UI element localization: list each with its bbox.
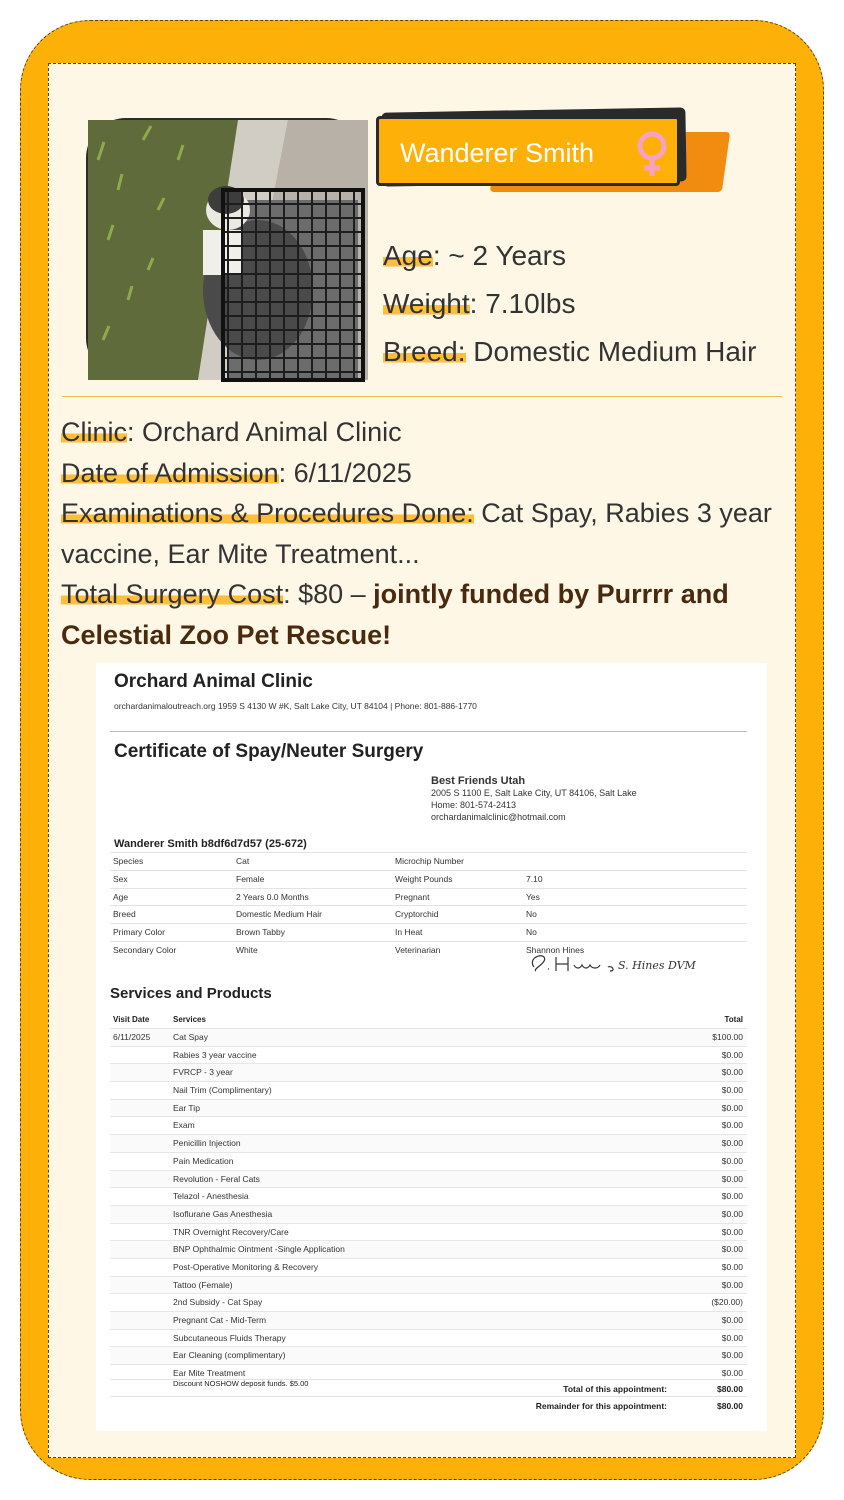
pet-info-cell: Shannon Hines (526, 944, 585, 955)
service-total: $0.00 (721, 1261, 743, 1272)
service-row (110, 1099, 747, 1117)
service-total: $0.00 (721, 1244, 743, 1255)
service-row (110, 1311, 747, 1329)
cert-title: Certificate of Spay/Neuter Surgery (114, 741, 424, 762)
total-row (110, 1379, 747, 1397)
service-total: $100.00 (712, 1032, 743, 1042)
service-row (110, 1134, 747, 1152)
service-name: Exam (173, 1120, 195, 1131)
service-row (110, 1028, 747, 1046)
pet-info-row (110, 905, 747, 923)
vet-signature-text: S. Hines DVM (618, 959, 696, 972)
clinic-value: : Orchard Animal Clinic (127, 417, 402, 447)
service-name: Telazol - Anesthesia (173, 1191, 249, 1202)
breed-label: Breed: (383, 336, 466, 367)
service-total: $0.00 (721, 1155, 743, 1166)
name-banner (376, 102, 732, 198)
service-name: BNP Ophthalmic Ointment -Single Application (173, 1244, 345, 1255)
cost-value: : $80 – (283, 579, 374, 609)
service-total: $0.00 (721, 1315, 743, 1325)
pet-info-cell: 7.10 (526, 873, 543, 884)
pet-info-cell: Domestic Medium Hair (236, 909, 322, 920)
service-name: Post-Operative Monitoring & Recovery (173, 1261, 319, 1272)
pet-info-cell: Microchip Number (395, 856, 464, 866)
remainder-value: $80.00 (717, 1401, 743, 1411)
procedures-value: Cat Spay, Rabies 3 year vaccine, Ear Mite Treatment... (61, 498, 772, 569)
service-row (110, 1205, 747, 1223)
female-symbol-icon (632, 130, 672, 178)
pet-info-cell: Yes (526, 891, 540, 902)
weight-label: Weight (383, 288, 470, 319)
section-divider (62, 396, 782, 397)
pet-info-cell: Age (113, 891, 129, 902)
admission-label: Date of Admission (61, 457, 279, 488)
age-value: : ~ 2 Years (432, 240, 566, 271)
service-total: $0.00 (721, 1049, 743, 1060)
cert-org-block (431, 775, 637, 823)
service-row (110, 1116, 747, 1134)
service-row (110, 1223, 747, 1241)
clinic-line (61, 412, 787, 453)
col-visit-date: Visit Date (113, 1015, 150, 1024)
pet-info-cell: Weight Pounds (395, 873, 453, 884)
admission-value: : 6/11/2025 (278, 457, 412, 488)
services-title: Services and Products (110, 985, 272, 1002)
pet-info-cell: Species (113, 856, 144, 866)
cert-pet-header: Wanderer Smith b8df6d7d57 (25-672) (114, 838, 307, 850)
service-total: $0.00 (721, 1279, 743, 1290)
total-label: Total of this appointment: (563, 1384, 667, 1394)
service-name: TNR Overnight Recovery/Care (173, 1226, 289, 1237)
pet-info-cell: Secondary Color (113, 944, 177, 955)
service-name: 2nd Subsidy - Cat Spay (173, 1297, 263, 1308)
surgery-certificate (96, 663, 767, 1431)
pet-stats (383, 232, 756, 376)
service-name: Tattoo (Female) (173, 1279, 233, 1290)
service-total: $0.00 (721, 1350, 743, 1361)
service-name: Subcutaneous Fluids Therapy (173, 1332, 286, 1343)
service-row (110, 1081, 747, 1099)
pet-name: Wanderer Smith (400, 138, 595, 168)
service-row (110, 1329, 747, 1347)
pet-info-cell: Breed (113, 909, 136, 920)
cert-org-email: orchardanimalclinic@hotmail.com (431, 812, 566, 822)
service-total: $0.00 (721, 1173, 743, 1184)
cost-label: Total Surgery Cost (61, 579, 284, 609)
pet-info-cell: Cryptorchid (395, 909, 439, 920)
cert-rule (110, 731, 747, 732)
admission-line (61, 453, 787, 494)
cert-org-name: Best Friends Utah (431, 775, 526, 787)
pet-info-cell: Brown Tabby (236, 927, 285, 938)
age-line (383, 232, 756, 280)
service-total: ($20.00) (711, 1297, 743, 1308)
age-label: Age (383, 240, 433, 271)
pet-info-cell: Female (236, 873, 265, 884)
cost-note: jointly funded by Purrrr and Celestial Zoo Pet Rescue! (61, 579, 729, 650)
vet-signature (526, 949, 696, 975)
pet-info-row (110, 852, 747, 870)
service-total: $0.00 (721, 1191, 743, 1202)
breed-value: Domestic Medium Hair (465, 336, 757, 367)
service-row (110, 1240, 747, 1258)
service-row (110, 1293, 747, 1311)
remainder-row (110, 1396, 747, 1414)
service-total: $0.00 (721, 1332, 743, 1343)
service-row (110, 1170, 747, 1188)
service-name: Nail Trim (Complimentary) (173, 1085, 272, 1096)
pet-info-row (110, 870, 747, 888)
service-row (110, 1276, 747, 1294)
weight-value: : 7.10lbs (469, 288, 576, 319)
discount-note: Discount NOSHOW deposit funds. $5.00 (173, 1379, 309, 1389)
service-row (110, 1152, 747, 1170)
service-name: Pain Medication (173, 1155, 234, 1166)
service-name: Pregnant Cat - Mid-Term (173, 1315, 267, 1325)
pet-info-cell: In Heat (395, 927, 423, 938)
service-row (110, 1063, 747, 1081)
breed-line (383, 328, 756, 376)
cert-org-phone: Home: 801-574-2413 (431, 800, 517, 810)
pet-info-cell: Primary Color (113, 927, 165, 938)
service-row (110, 1046, 747, 1064)
cert-clinic-address: orchardanimaloutreach.org 1959 S 4130 W #K, Salt Lake City, UT 84104 | Phone: 801-886-1770 (114, 701, 477, 711)
pet-info-cell: White (236, 944, 258, 955)
service-row (110, 1346, 747, 1364)
pet-info-cell: No (526, 927, 537, 938)
pet-info-cell: Cat (236, 856, 250, 866)
service-name: Penicillin Injection (173, 1138, 241, 1149)
cat-photo (86, 118, 366, 378)
service-name: FVRCP - 3 year (173, 1067, 233, 1078)
service-total: $0.00 (721, 1120, 743, 1131)
service-total: $0.00 (721, 1138, 743, 1149)
pet-info-cell: Veterinarian (395, 944, 441, 955)
pet-info-cell: No (526, 909, 537, 920)
pet-info-cell: Sex (113, 873, 128, 884)
service-name: Rabies 3 year vaccine (173, 1049, 257, 1060)
pet-info-row (110, 888, 747, 906)
cost-line (61, 574, 787, 655)
service-total: $0.00 (721, 1226, 743, 1237)
procedures-label: Examinations & Procedures Done: (61, 498, 474, 528)
remainder-label: Remainder for this appointment: (535, 1401, 667, 1411)
pet-info-cell: Pregnant (395, 891, 430, 902)
services-header-row (110, 1012, 747, 1028)
total-value: $80.00 (717, 1384, 743, 1394)
cert-org-address: 2005 S 1100 E, Salt Lake City, UT 84106, Salt Lake (431, 788, 637, 798)
col-total: Total (724, 1015, 743, 1024)
pet-info-row (110, 923, 747, 941)
visit-details (61, 412, 787, 655)
service-total: $0.00 (721, 1085, 743, 1096)
service-name: Ear Cleaning (complimentary) (173, 1350, 286, 1361)
services-table (110, 1012, 747, 1395)
service-total: $0.00 (721, 1067, 743, 1078)
cert-clinic-name: Orchard Animal Clinic (114, 671, 313, 692)
service-row (110, 1258, 747, 1276)
service-total: $0.00 (721, 1102, 743, 1113)
procedures-line (61, 493, 787, 574)
cert-pet-info-table (110, 852, 747, 959)
weight-line (383, 280, 756, 328)
col-services: Services (173, 1015, 206, 1024)
service-date: 6/11/2025 (113, 1032, 151, 1042)
service-name: Ear Mite Treatment (173, 1368, 246, 1379)
service-total: $0.00 (721, 1208, 743, 1219)
service-name: Cat Spay (173, 1032, 208, 1042)
service-row (110, 1187, 747, 1205)
service-total: $0.00 (721, 1368, 743, 1379)
clinic-label: Clinic (61, 417, 128, 447)
service-name: Isoflurane Gas Anesthesia (173, 1208, 273, 1219)
pet-info-cell: 2 Years 0.0 Months (236, 891, 309, 902)
service-name: Ear Tip (173, 1102, 200, 1113)
service-name: Revolution - Feral Cats (173, 1173, 260, 1184)
